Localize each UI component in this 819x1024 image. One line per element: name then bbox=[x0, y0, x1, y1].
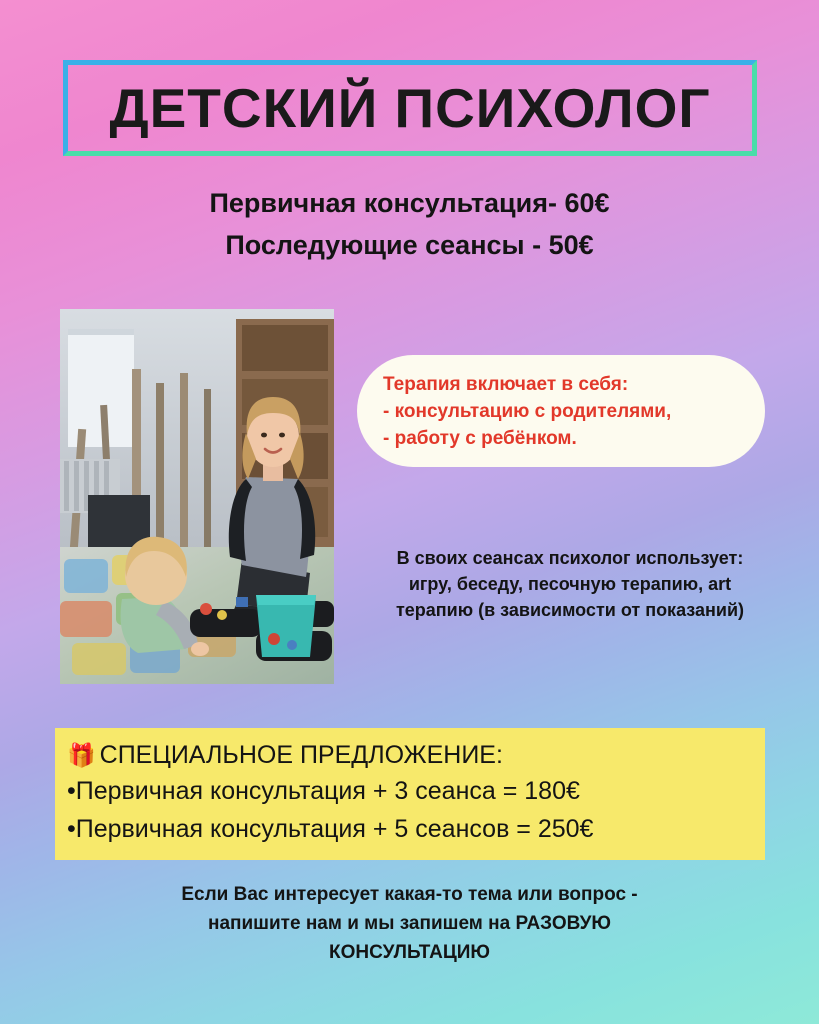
footer-line-3: КОНСУЛЬТАЦИЮ bbox=[329, 942, 490, 963]
special-offer-title-text: СПЕЦИАЛЬНОЕ ПРЕДЛОЖЕНИЕ: bbox=[99, 741, 503, 769]
offer-item-3-sessions: •Первичная консультация + 3 сеанса = 180€ bbox=[67, 777, 580, 805]
bubble-line-child: - работу с ребёнком. bbox=[383, 428, 577, 449]
bubble-line-heading: Терапия включает в себя: bbox=[383, 374, 629, 395]
therapy-includes-bubble bbox=[357, 355, 765, 467]
photo-illustration bbox=[60, 309, 334, 684]
page-title-text: ДЕТСКИЙ ПСИХОЛОГ bbox=[109, 76, 711, 139]
methods-line-2: игру, беседу, песочную терапию, art bbox=[408, 574, 732, 594]
special-offer-title bbox=[67, 738, 753, 772]
price-list bbox=[0, 182, 819, 266]
offer-item-5-sessions: •Первичная консультация + 5 сеансов = 250€ bbox=[67, 815, 594, 843]
price-line-followup: Последующие сеансы - 50€ bbox=[225, 230, 594, 260]
price-line-primary: Первичная консультация- 60€ bbox=[209, 188, 610, 218]
special-offer-block bbox=[55, 728, 765, 860]
methods-line-3: терапию (в зависимости от показаний) bbox=[395, 600, 745, 620]
methods-line-1: В своих сеансах психолог использует: bbox=[396, 548, 744, 568]
footer-line-2: напишите нам и мы запишем на РАЗОВУЮ bbox=[207, 913, 612, 934]
footer-line-1: Если Вас интересует какая-то тема или вопрос - bbox=[181, 884, 638, 905]
page-title bbox=[63, 60, 757, 156]
gift-icon: 🎁 bbox=[67, 742, 96, 768]
psychologist-photo bbox=[60, 309, 334, 684]
bubble-line-parents: - консультацию с родителями, bbox=[383, 401, 672, 422]
methods-paragraph bbox=[345, 545, 795, 623]
footer-note bbox=[0, 880, 819, 967]
